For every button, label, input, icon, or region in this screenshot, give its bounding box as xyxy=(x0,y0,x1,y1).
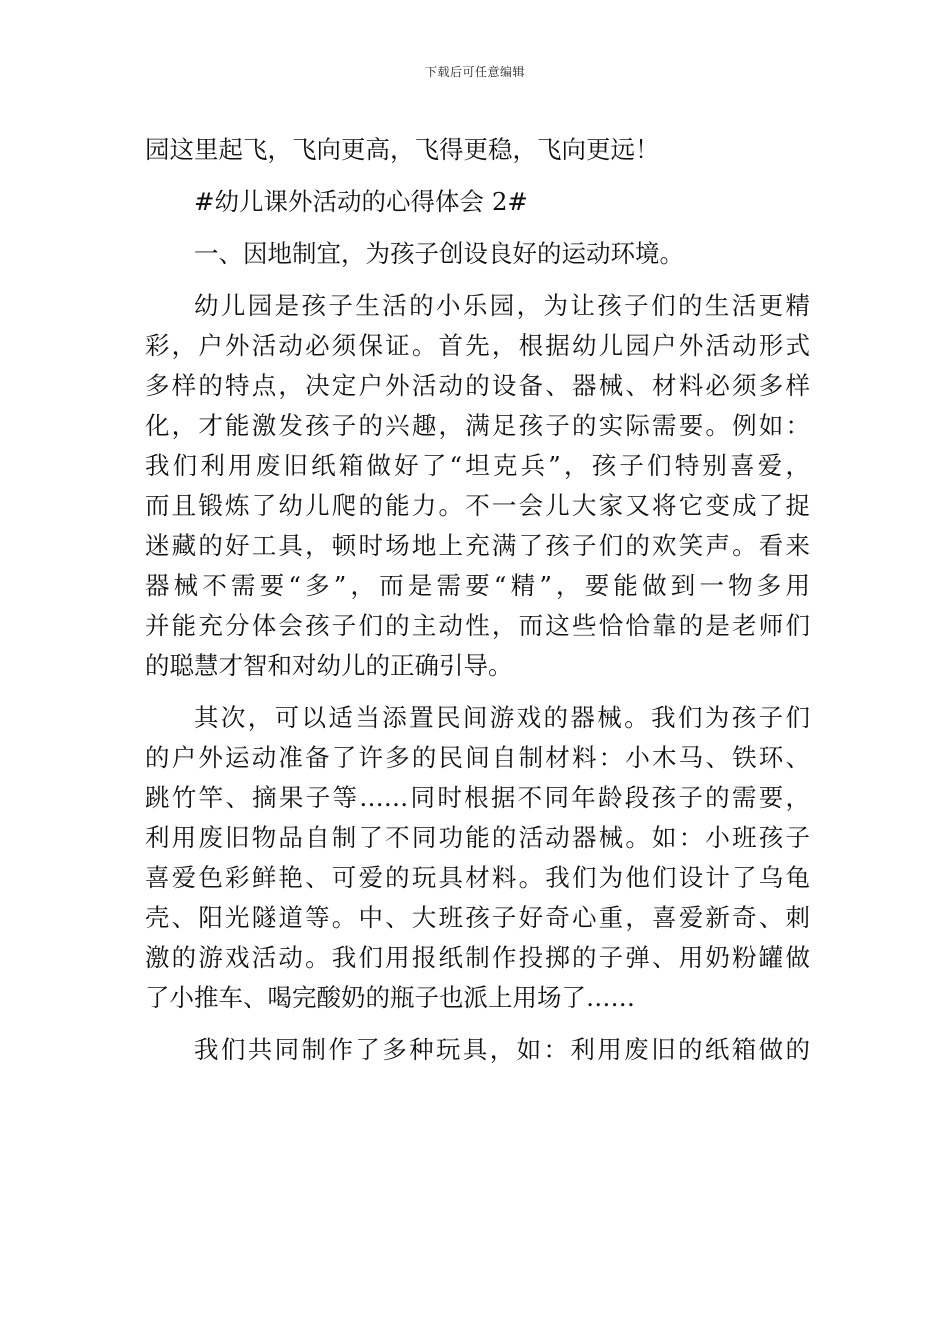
text-line: 喜爱色彩鲜艳、可爱的玩具材料。我们为他们设计了乌龟 xyxy=(145,863,810,892)
paragraph-gap xyxy=(145,274,810,286)
text-line: 其次，可以适当添置民间游戏的器械。我们为孩子们 xyxy=(194,703,810,732)
paragraph-gap xyxy=(145,1018,810,1030)
text-line: 壳、阳光隧道等。中、大班孩子好奇心重，喜爱新奇、刺 xyxy=(145,903,810,932)
text-line: 一、因地制宜，为孩子创设良好的运动环境。 xyxy=(194,239,684,268)
paragraph xyxy=(145,698,810,1018)
text-line: 激的游戏活动。我们用报纸制作投掷的子弹、用奶粉罐做 xyxy=(145,943,810,972)
paragraph xyxy=(145,130,810,170)
text-line: 多样的特点，决定户外活动的设备、器械、材料必须多样 xyxy=(145,371,810,400)
text-line: 化，才能激发孩子的兴趣，满足孩子的实际需要。例如： xyxy=(145,411,810,440)
text-line: 了小推车、喝完酸奶的瓶子也派上用场了…… xyxy=(145,983,635,1012)
text-line: 我们利用废旧纸箱做好了“坦克兵”，孩子们特别喜爱， xyxy=(145,451,810,480)
paragraph xyxy=(145,286,810,686)
text-line: 迷藏的好工具，顿时场地上充满了孩子们的欢笑声。看来 xyxy=(145,531,810,560)
text-line: 并能充分体会孩子们的主动性，而这些恰恰靠的是老师们 xyxy=(145,611,810,640)
text-line: 我们共同制作了多种玩具，如：利用废旧的纸箱做的 xyxy=(194,1035,810,1064)
text-line: 的户外运动准备了许多的民间自制材料：小木马、铁环、 xyxy=(145,743,810,772)
paragraph-gap xyxy=(145,222,810,234)
text-line: 园这里起飞，飞向更高，飞得更稳，飞向更远！ xyxy=(145,135,660,164)
paragraph-gap xyxy=(145,170,810,182)
document-body xyxy=(145,130,810,1070)
paragraph xyxy=(145,1030,810,1070)
text-line: 的聪慧才智和对幼儿的正确引导。 xyxy=(145,651,513,680)
text-line: 而且锻炼了幼儿爬的能力。不一会儿大家又将它变成了捉 xyxy=(145,491,810,520)
page-header: 下载后可任意编辑 xyxy=(424,65,525,79)
paragraph xyxy=(145,182,810,222)
text-line: 彩，户外活动必须保证。首先，根据幼儿园户外活动形式 xyxy=(145,331,810,360)
text-line: 利用废旧物品自制了不同功能的活动器械。如：小班孩子 xyxy=(145,823,810,852)
paragraph-gap xyxy=(145,686,810,698)
text-line: #幼儿课外活动的心得体会 2# xyxy=(194,187,528,216)
text-line: 幼儿园是孩子生活的小乐园，为让孩子们的生活更精 xyxy=(194,291,810,320)
paragraph xyxy=(145,234,810,274)
text-line: 跳竹竿、摘果子等……同时根据不同年龄段孩子的需要， xyxy=(145,783,810,812)
text-line: 器械不需要“多”，而是需要“精”，要能做到一物多用 xyxy=(145,571,810,600)
